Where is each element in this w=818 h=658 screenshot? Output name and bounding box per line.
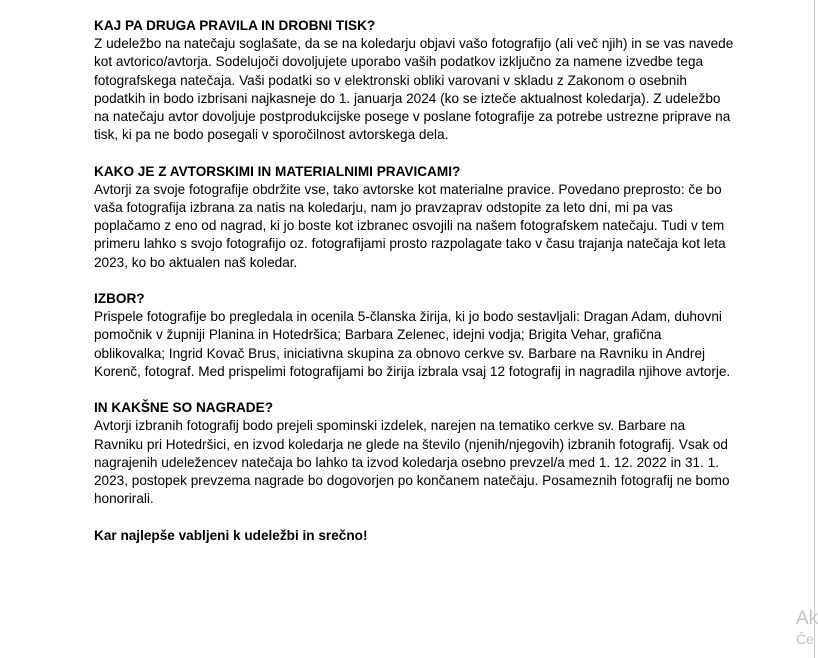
section-other-rules (94, 17, 734, 144)
section-selection (94, 290, 734, 381)
section-paragraph: Prispele fotografije bo pregledala in ocenila 5-članska žirija, ki jo bodo sestavljali: Dragan Adam, duhovni pomočnik v župniji Planina in Hotedršica; Barbara Zelenec, idejni vodja; Brigita Vehar, grafična oblikovalka; Ingrid Kovač Brus, iniciativna skupina za obnovo cerkve sv. Barbare na Ravniku in Andrej Korenč, fotograf. Med prispelimi fotografijami bo žirija izbrala vsaj 12 fotografij in nagradila njihove avtorje. (94, 309, 731, 379)
section-paragraph: Avtorji za svoje fotografije obdržite vse, tako avtorske kot materialne pravice. Povedano preprosto: če bo vaša fotografija izbrana za natis na koledarju, nam jo pravzaprav odstopite za leto dni, mi pa vas poplačamo z eno od nagrad, ki jo boste kot izbranec osvojili na našem fotografskem natečaju. Tudi v tem primeru lahko s svojo fotografijo oz. fotografijami prosto razpolagate tako v času trajanja natečaja kot leta 2023, ko bo aktualen naš koledar. (94, 181, 726, 270)
document-content (94, 17, 734, 545)
watermark-line-2: Če (796, 631, 814, 647)
section-prizes (94, 399, 734, 508)
section-heading: KAKO JE Z AVTORSKIMI IN MATERIALNIMI PRAVICAMI? (94, 163, 461, 179)
section-paragraph: Avtorji izbranih fotografij bodo prejeli spominski izdelek, narejen na tematiko cerkve sv. Barbare na Ravniku pri Hotedršici, en izvod koledarja ne glede na število (njenih/njegovih) izbranih fotografij. Vsak od nagrajenih udeležencev natečaja bo lahko ta izvod koledarja osebno prevzel/a med 1. 12. 2022 in 31. 1. 2023, postopek prevzema nagrade bo dogovorjen po končanem natečaju. Posameznih fotografij ne bomo honorirali. (94, 418, 730, 507)
activation-watermark (796, 608, 818, 648)
section-heading: KAJ PA DRUGA PRAVILA IN DROBNI TISK? (94, 18, 376, 33)
watermark-line-1: Ak (796, 608, 818, 629)
closing-line: Kar najlepše vabljeni k udeležbi in srečno! (94, 527, 368, 543)
section-paragraph: Z udeležbo na natečaju soglašate, da se na koledarju objavi vašo fotografijo (ali več njih) in se vas navede kot avtorico/avtorja. Sodelujoči dovoljujete uporabo vaših podatkov izključno za namene izvedbe tega fotografskega natečaja. Vaši podatki so v elektronski obliki varovani v skladu z Zakonom o osebnih podatkih in bodo izbrisani najkasneje do 1. januarja 2024 (ko se izteče aktualnost koledarja). Z udeležbo na natečaju avtor dovoljuje postprodukcijske posege v poslane fotografije za potrebe ustrezne priprave na tisk, ki pa ne bodo posegali v sporočilnost avtorskega dela. (94, 36, 734, 143)
section-heading: IZBOR? (94, 291, 145, 307)
section-heading: IN KAKŠNE SO NAGRADE? (94, 400, 273, 416)
section-copyright (94, 163, 734, 272)
